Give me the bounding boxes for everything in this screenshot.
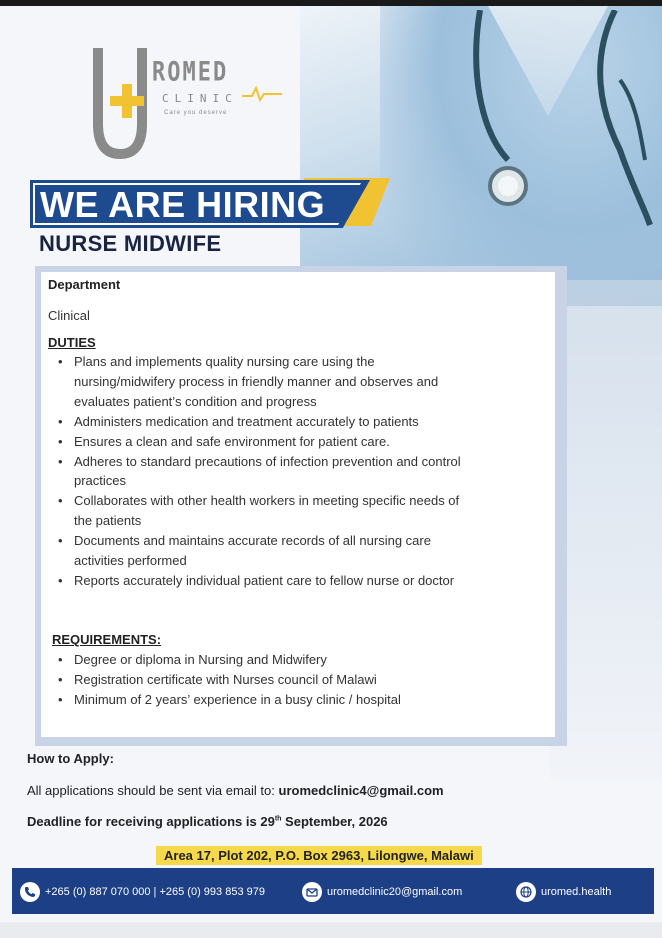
bottom-strip xyxy=(0,922,662,938)
logo-subtitle: CLINIC xyxy=(162,92,238,105)
duty-item: • Documents and maintains accurate records of all nursing care activities performed xyxy=(52,531,532,571)
department-heading: Department xyxy=(48,277,121,292)
deadline-text: Deadline for receiving applications is 29th September, 2026 xyxy=(27,814,388,829)
department-value: Clinical xyxy=(48,308,90,323)
footer-email-text: uromedclinic20@gmail.com xyxy=(327,886,463,898)
apply-instructions: All applications should be sent via email to: uromedclinic4@gmail.com xyxy=(27,783,444,798)
logo-u-mark-icon xyxy=(92,44,148,160)
duty-item: • Administers medication and treatment accurately to patients xyxy=(52,412,532,432)
phone-numbers: +265 (0) 887 070 000 | +265 (0) 993 853 979 xyxy=(45,886,265,898)
duties-heading: DUTIES xyxy=(48,335,96,350)
logo-name: ROMED xyxy=(152,57,229,88)
footer-email[interactable] xyxy=(302,882,462,902)
requirements-heading: REQUIREMENTS: xyxy=(52,632,162,647)
duty-item: • Adheres to standard precautions of infection prevention and control practices xyxy=(52,452,532,492)
clinic-address: Area 17, Plot 202, P.O. Box 2963, Lilongwe, Malawi xyxy=(156,846,482,865)
clinic-logo xyxy=(92,44,292,164)
logo-tagline: Care you deserve xyxy=(164,110,228,116)
duty-item: • Plans and implements quality nursing care using the nursing/midwifery process in friendly manner and observes and evaluates patient’s condition and progress xyxy=(52,352,532,412)
contact-footer xyxy=(12,868,654,914)
footer-phone[interactable] xyxy=(20,882,265,902)
hiring-title: WE ARE HIRING xyxy=(40,184,326,225)
apply-email-link[interactable]: uromedclinic4@gmail.com xyxy=(278,783,444,798)
footer-website-text: uromed.health xyxy=(541,886,612,898)
footer-website[interactable] xyxy=(516,882,611,902)
how-to-apply-heading: How to Apply: xyxy=(27,751,114,766)
job-title: NURSE MIDWIFE xyxy=(39,231,222,256)
phone-icon xyxy=(20,882,40,902)
requirement-item: • Minimum of 2 years’ experience in a busy clinic / hospital xyxy=(52,690,532,710)
globe-icon xyxy=(516,882,536,902)
duty-item: • Ensures a clean and safe environment for patient care. xyxy=(52,432,532,452)
requirement-item: • Degree or diploma in Nursing and Midwifery xyxy=(52,650,532,670)
heartbeat-icon xyxy=(242,84,282,104)
duties-list xyxy=(52,352,532,591)
requirement-item: • Registration certificate with Nurses council of Malawi xyxy=(52,670,532,690)
requirements-list xyxy=(52,650,532,710)
duty-item: • Reports accurately individual patient care to fellow nurse or doctor xyxy=(52,571,532,591)
duty-item: • Collaborates with other health workers in meeting specific needs of the patients xyxy=(52,491,532,531)
mail-icon xyxy=(302,882,322,902)
stethoscope-icon xyxy=(470,10,660,240)
